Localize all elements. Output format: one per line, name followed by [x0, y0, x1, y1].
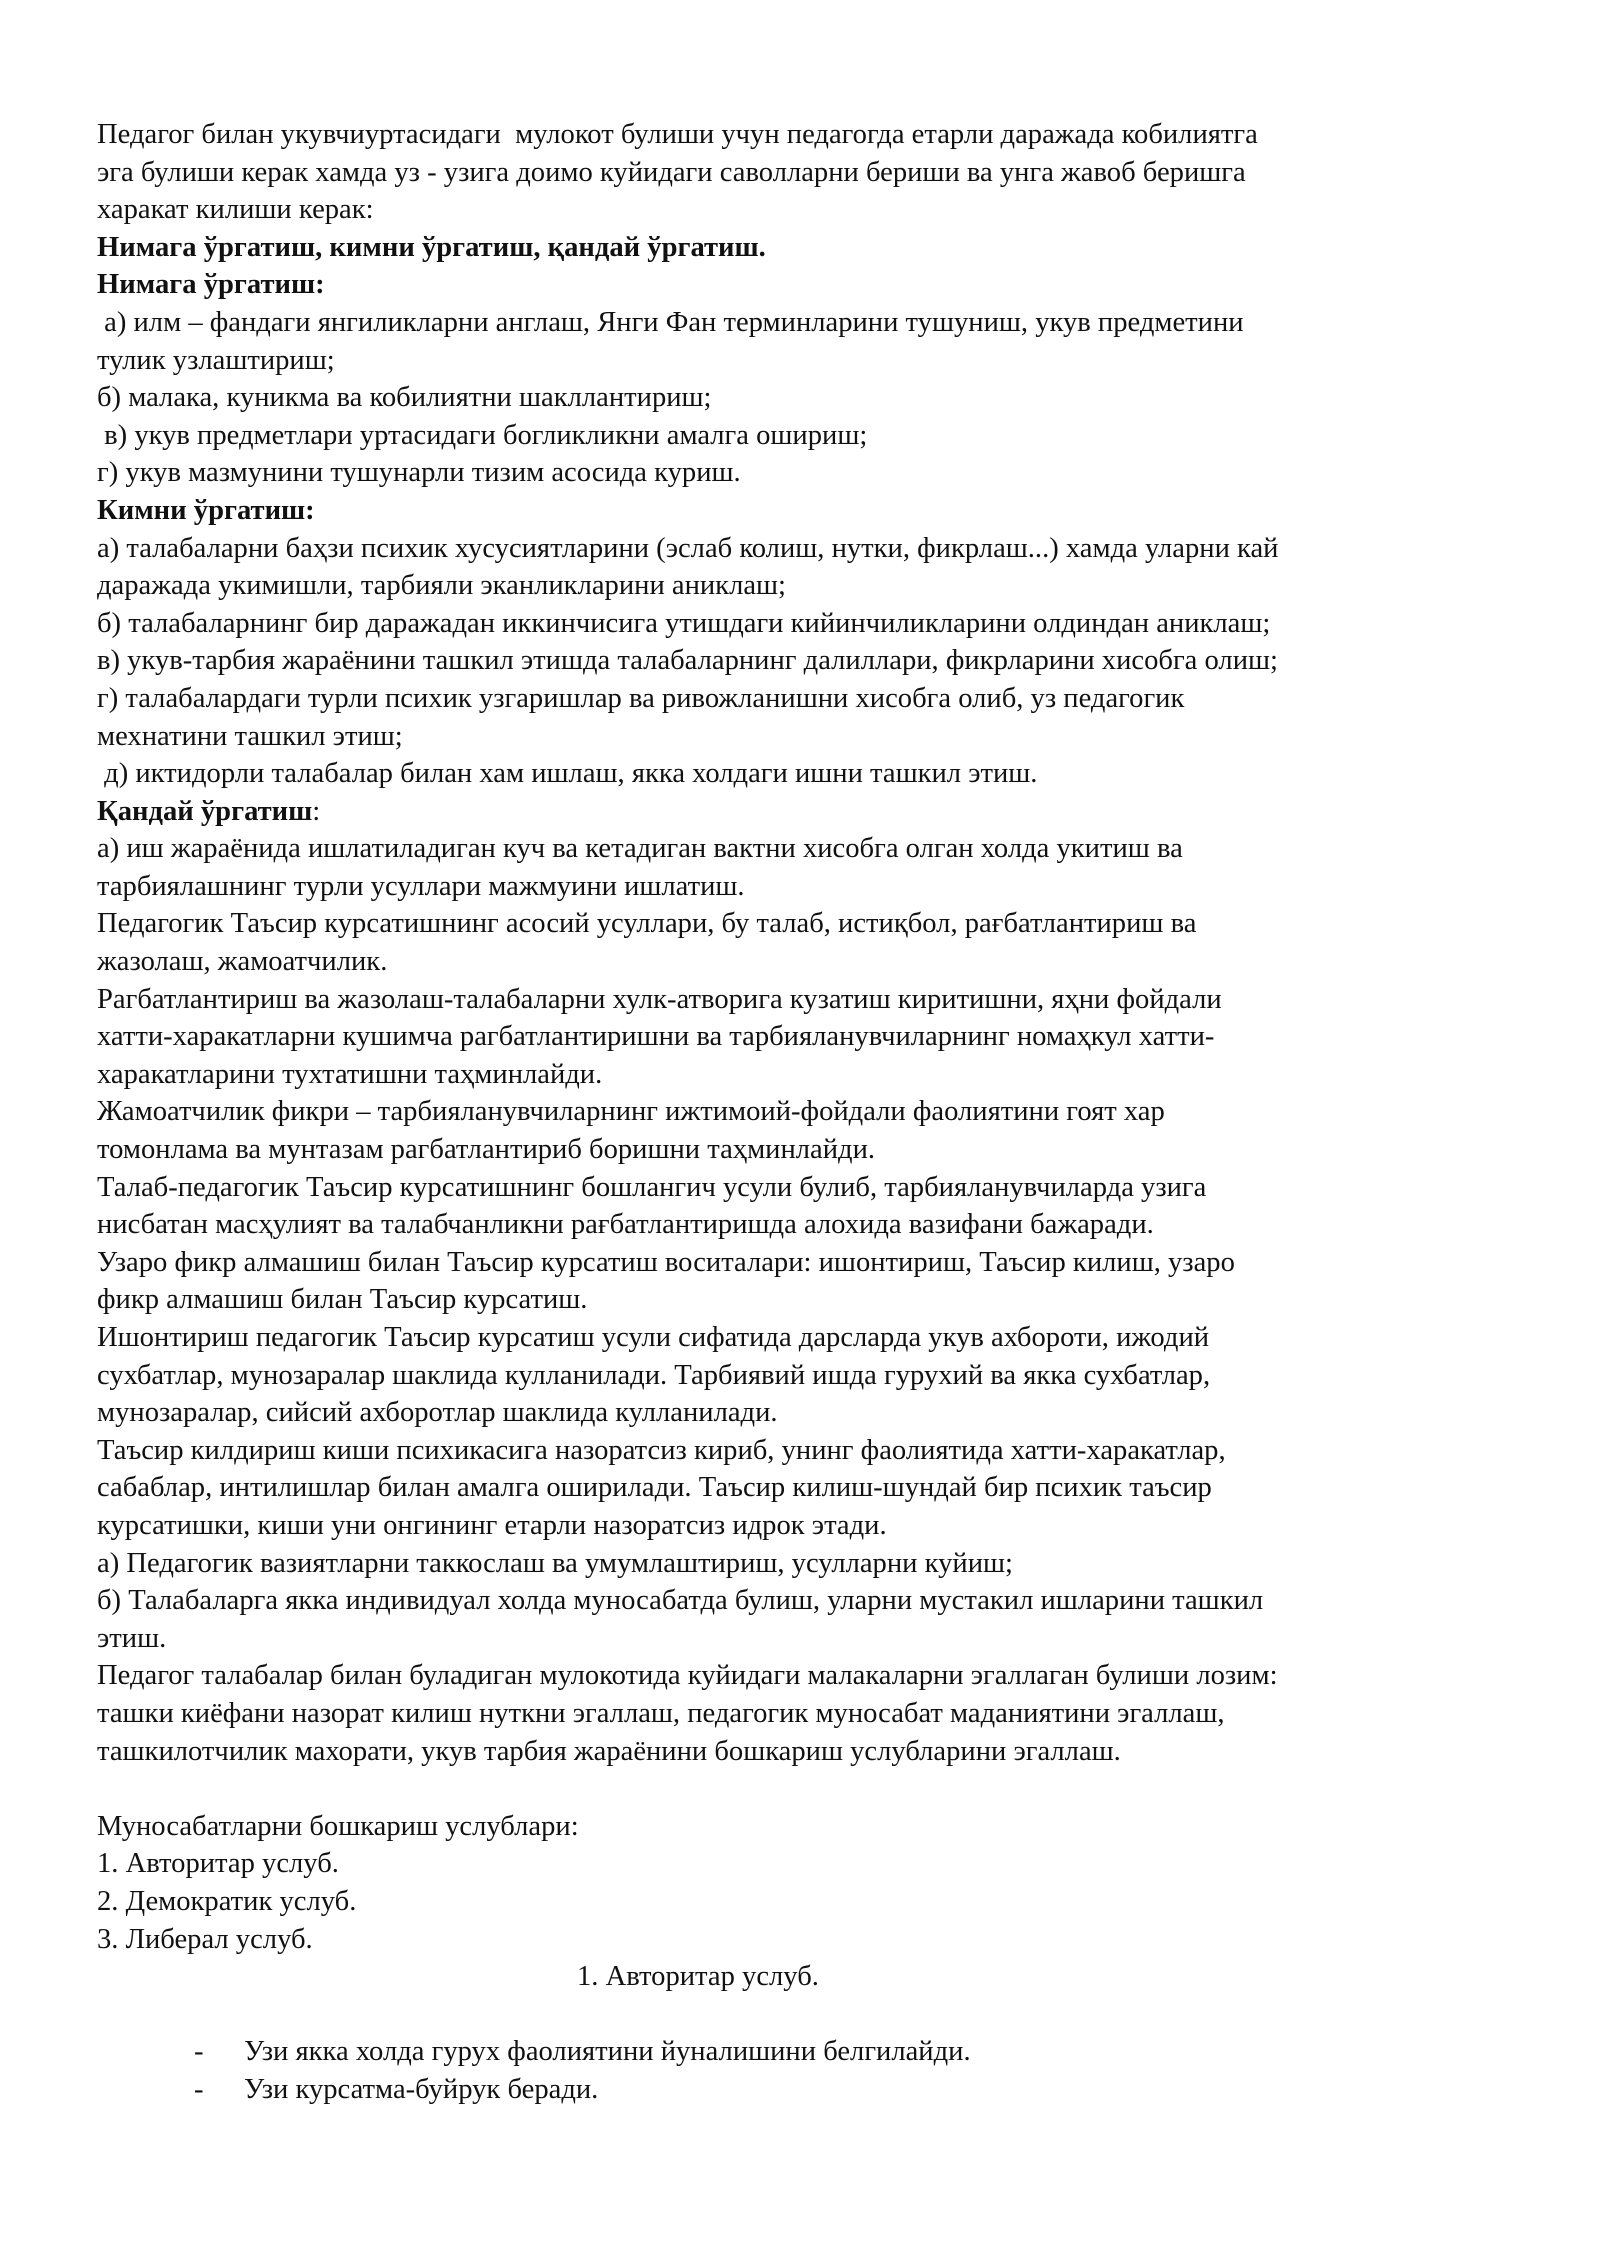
paragraph-line: фикр алмашиш билан Таъсир курсатиш.: [97, 1284, 588, 1316]
paragraph-line: Таъсир килдириш киши психикасига назоратсиз кириб, унинг фаолиятида хатти-харакатлар,: [97, 1434, 1226, 1466]
paragraph-line: Жамоатчилик фикри – тарбияланувчиларнинг ижтимоий-фойдали фаолиятини гоят хар: [97, 1096, 1165, 1128]
document-page: [97, 116, 1517, 2108]
paragraph-line: жазолаш, жамоатчилик.: [97, 946, 388, 978]
paragraph-line: мунозаралар, сийсий ахборотлар шаклида кулланилади.: [97, 1397, 778, 1429]
subheading: 1. Авторитар услуб.: [577, 1961, 819, 1993]
list-item: а) иш жараёнида ишлатиладиган куч ва кетадиган вактни хисобга олган холда укитиш ва: [97, 833, 1183, 865]
blank-line: [97, 1770, 1517, 1808]
list-item: тарбиялашнинг турли усуллари мажмуини ишлатиш.: [97, 870, 745, 902]
blank-line: [97, 1996, 1517, 2034]
list-item: а) Педагогик вазиятларни таккослаш ва умумлаштириш, усулларни куйиш;: [97, 1547, 1013, 1579]
list-item: этиш.: [97, 1622, 167, 1654]
list-item: 1. Авторитар услуб.: [97, 1848, 339, 1880]
paragraph-line: ташкилотчилик махорати, укув тарбия жараёнини бошкариш услубларини эгаллаш.: [97, 1735, 1121, 1767]
paragraph-line: курсатишки, киши уни онгининг етарли назоратсиз идрок этади.: [97, 1509, 887, 1541]
section-heading-line: [97, 793, 1517, 831]
list-item: а) илм – фандаги янгиликларни англаш, Янги Фан терминларини тушуниш, укув предметини: [97, 306, 1244, 338]
list-item: б) Талабаларга якка индивидуал холда муносабатда булиш, уларни мустакил ишларини ташкил: [97, 1585, 1264, 1617]
bullet-marker: -: [194, 2073, 204, 2105]
paragraph-line: сухбатлар, мунозаралар шаклида кулланилади. Тарбиявий ишда гурухий ва якка сухбатлар,: [97, 1359, 1211, 1391]
list-item: б) малака, куникма ва кобилиятни шакллантириш;: [97, 382, 712, 414]
bullet-item: [97, 2033, 1517, 2071]
section-heading: Қандай ўргатиш: [97, 795, 313, 827]
paragraph-line: харакат килиши керак:: [97, 194, 374, 226]
paragraph-line: Педагогик Таъсир курсатишнинг асосий усуллари, бу талаб, истиқбол, рағбатлантириш ва: [97, 908, 1197, 940]
paragraph-line: харакатларини тухтатишни таҳминлайди.: [97, 1058, 603, 1090]
paragraph-line: Педагог билан укувчиуртасидаги мулокот булиши учун педагогда етарли даражада кобилиятга: [97, 119, 1258, 150]
paragraph-line: Муносабатларни бошкариш услублари:: [97, 1810, 579, 1842]
list-item: мехнатини ташкил этиш;: [97, 720, 403, 752]
section-heading: Нимага ўргатиш, кимни ўргатиш, қандай ўргатиш.: [97, 231, 766, 263]
paragraph-line: нисбатан масҳулият ва талабчанликни рағбатлантиришда алохида вазифани бажаради.: [97, 1209, 1154, 1241]
paragraph-line: Узаро фикр алмашиш билан Таъсир курсатиш воситалари: ишонтириш, Таъсир килиш, узаро: [97, 1246, 1235, 1278]
section-heading: Нимага ўргатиш:: [97, 269, 325, 301]
paragraph-line: ташки киёфани назорат килиш нуткни эгаллаш, педагогик муносабат маданиятини эгаллаш,: [97, 1697, 1225, 1729]
paragraph-line: Педагог талабалар билан буладиган мулокотида куйидаги малакаларни эгаллаган булиши лозим:: [97, 1660, 1278, 1692]
list-item: 2. Демократик услуб.: [97, 1885, 357, 1917]
list-item: г) талабалардаги турли психик узгаришлар ва ривожланишни хисобга олиб, уз педагогик: [97, 682, 1185, 714]
bullet-text: Узи курсатма-буйрук беради.: [244, 2073, 599, 2105]
paragraph-line: эга булиши керак хамда уз - узига доимо куйидаги саволларни бериши ва унга жавоб беришга: [97, 156, 1246, 188]
paragraph-line: Ишонтириш педагогик Таъсир курсатиш усули сифатида дарсларда укув ахбороти, ижодий: [97, 1322, 1210, 1353]
paragraph-line: хатти-харакатларни кушимча рагбатлантиришни ва тарбияланувчиларнинг номаҳкул хатти-: [97, 1021, 1215, 1053]
list-item: д) иктидорли талабалар билан хам ишлаш, якка холдаги ишни ташкил этиш.: [97, 758, 1038, 790]
heading-colon: :: [312, 795, 321, 827]
list-item: б) талабаларнинг бир даражадан иккинчисига утишдаги кийинчиликларини олдиндан аниклаш;: [97, 607, 1271, 639]
list-item: в) укув-тарбия жараёнини ташкил этишда талабаларнинг далиллари, фикрларини хисобга олиш;: [97, 645, 1278, 677]
bullet-item: [97, 2071, 1517, 2109]
paragraph-line: сабаблар, интилишлар билан амалга оширилади. Таъсир килиш-шундай бир психик таъсир: [97, 1472, 1212, 1504]
list-item: даражада укимишли, тарбияли эканликларини аниклаш;: [97, 570, 787, 602]
list-item: в) укув предметлари уртасидаги богликликни амалга ошириш;: [97, 419, 868, 451]
paragraph-line: томонлама ва мунтазам рагбатлантириб боришни таҳминлайди.: [97, 1134, 876, 1166]
paragraph-line: Талаб-педагогик Таъсир курсатишнинг бошлангич усули булиб, тарбияланувчиларда узига: [97, 1171, 1207, 1203]
bullet-text: Узи якка холда гурух фаолиятини йуналишини белгилайди.: [244, 2036, 971, 2068]
paragraph-line: Рагбатлантириш ва жазолаш-талабаларни хулк-атворига кузатиш киритишни, яҳни фойдали: [97, 983, 1222, 1015]
list-item: 3. Либерал услуб.: [97, 1923, 313, 1955]
list-item: тулик узлаштириш;: [97, 344, 335, 376]
section-heading: Кимни ўргатиш:: [97, 494, 315, 526]
list-item: г) укув мазмунини тушунарли тизим асосида куриш.: [97, 457, 741, 489]
list-item: а) талабаларни баҳзи психик хусусиятларини (эслаб колиш, нутки, фикрлаш...) хамда уларни кай: [97, 532, 1279, 564]
bullet-marker: -: [194, 2036, 204, 2068]
